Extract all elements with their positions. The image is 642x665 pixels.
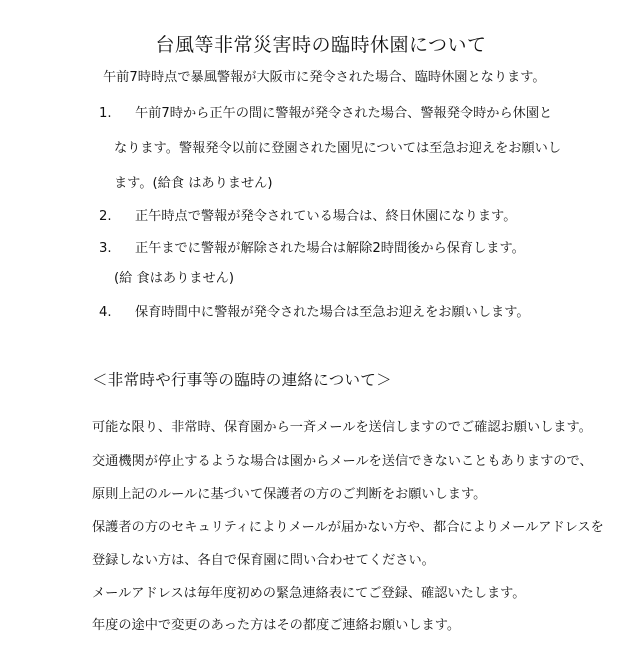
section-heading: ＜非常時や行事等の臨時の連絡について＞ — [92, 371, 392, 389]
item-1-line-2: なります。警報発令以前に登園された園児については至急お迎えをお願いし — [114, 141, 562, 156]
page-title: 台風等非常災害時の臨時休園について — [155, 34, 487, 56]
intro-text: 午前7時時点で暴風警報が大阪市に発令された場合、臨時休園となります。 — [103, 70, 546, 85]
paragraph-line: 保護者の方のセキュリティによりメールが届かない方や、都合によりメールアドレスを — [92, 520, 604, 535]
paragraph-line: 年度の途中で変更のあった方はその都度ご連絡お願いします。 — [92, 618, 461, 633]
paragraph-line: 交通機関が停止するような場合は園からメールを送信できないこともありますので、 — [92, 454, 593, 469]
item-3-line-2: (給 食はありません) — [114, 271, 234, 286]
item-4-line-1: 保育時間中に警報が発令された場合は至急お迎えをお願いします。 — [135, 305, 530, 320]
item-2-line-1: 正午時点で警報が発令されている場合は、終日休園になります。 — [135, 209, 517, 224]
paragraph-line: 原則上記のルールに基づいて保護者の方のご判断をお願いします。 — [92, 487, 487, 502]
paragraph-line: メールアドレスは毎年度初めの緊急連絡表にてご登録、確認いたします。 — [92, 586, 526, 601]
paragraph-line: 登録しない方は、各自で保育園に問い合わせてください。 — [92, 553, 435, 568]
item-number: 1. — [99, 106, 112, 121]
item-1-line-3: ます。(給食 はありません) — [114, 176, 273, 191]
item-number: 4. — [99, 305, 112, 320]
item-number: 2. — [99, 209, 112, 224]
item-3-line-1: 正午までに警報が解除された場合は解除2時間後から保育します。 — [135, 241, 525, 256]
paragraph-line: 可能な限り、非常時、保育園から一斉メールを送信しますのでご確認お願いします。 — [92, 420, 592, 435]
item-number: 3. — [99, 241, 112, 256]
item-1-line-1: 午前7時から正午の間に警報が発令された場合、警報発令時から休園と — [135, 106, 553, 121]
